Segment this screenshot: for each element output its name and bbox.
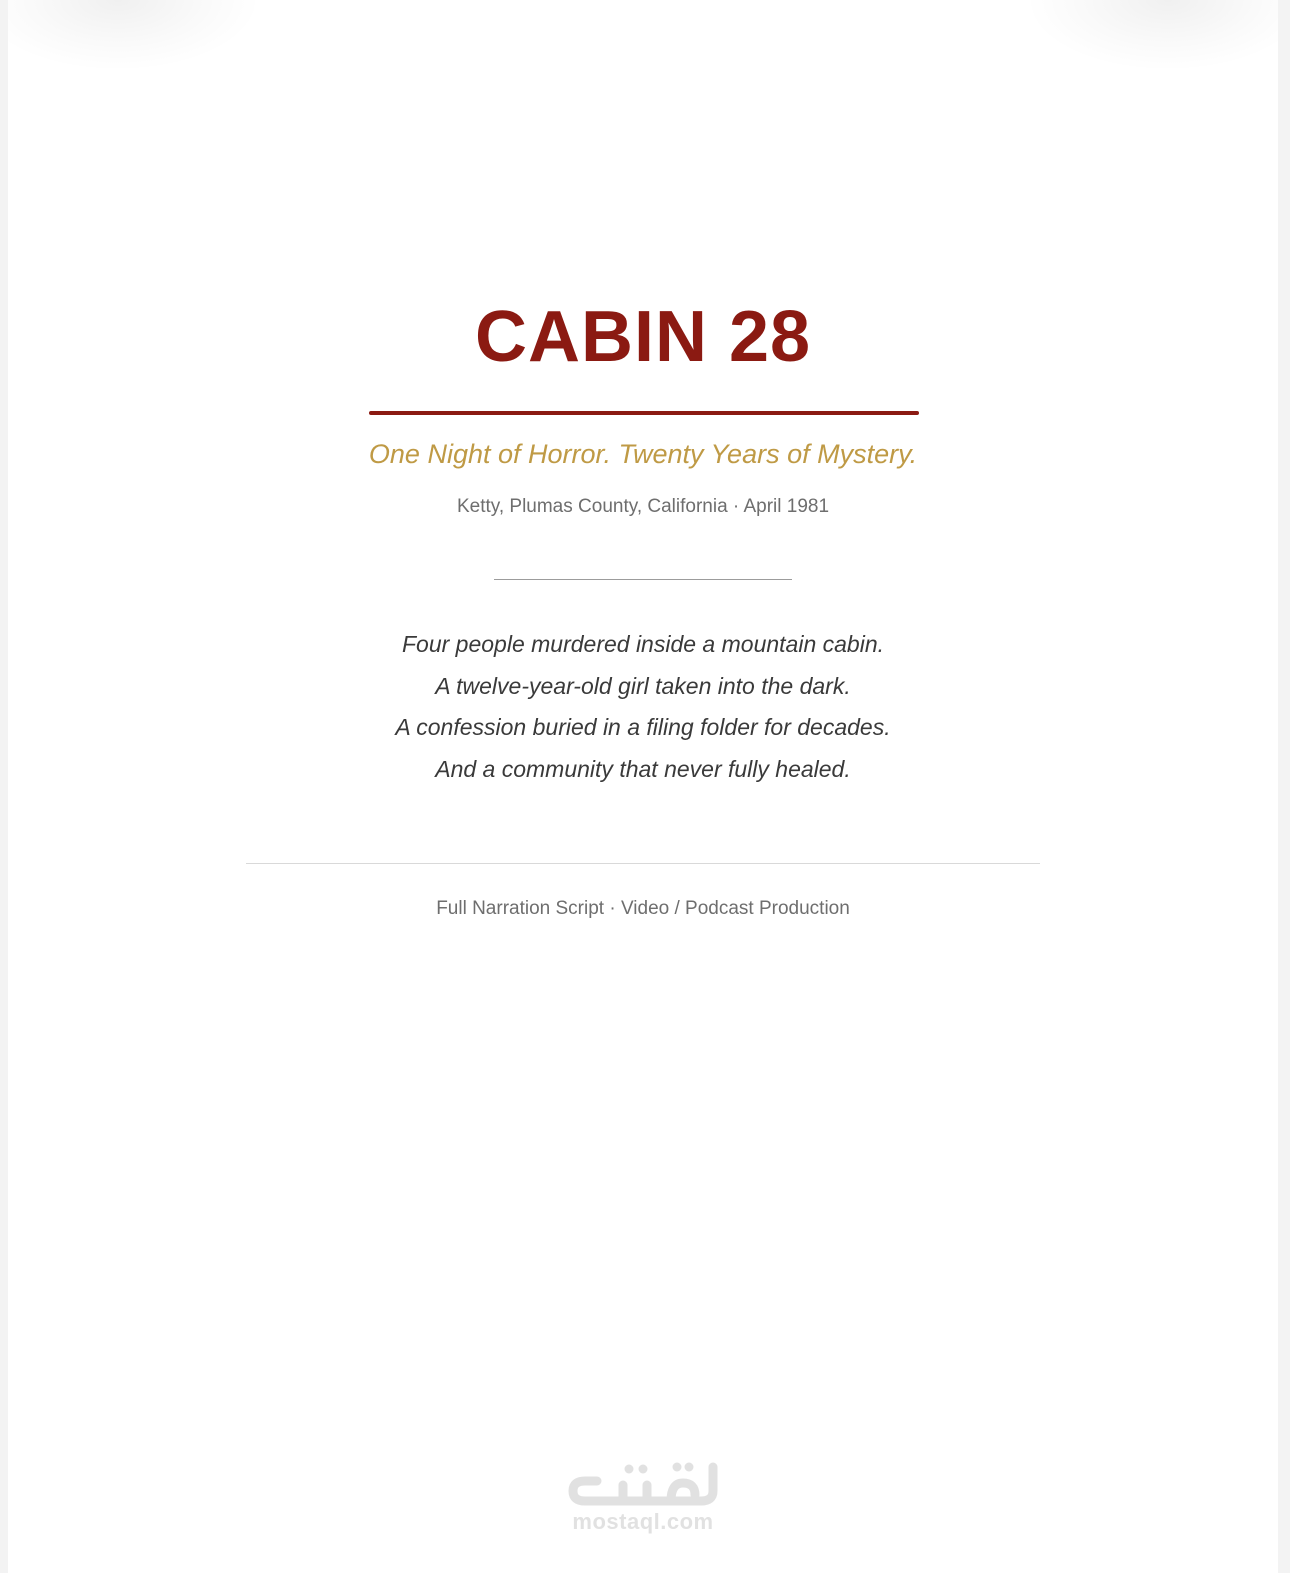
watermark-site: mostaql.com — [572, 1509, 714, 1534]
page-corner-shadow-left — [8, 0, 258, 70]
document-page — [8, 0, 1278, 1573]
tagline: One Night of Horror. Twenty Years of Mystery. — [368, 439, 918, 469]
section-divider — [494, 579, 792, 580]
intro-line: A confession buried in a filing folder for decades. — [395, 714, 891, 740]
mostaql-logo-icon — [563, 1455, 723, 1511]
intro-line: And a community that never fully healed. — [435, 755, 851, 782]
footer-divider — [246, 863, 1040, 864]
production-note: Full Narration Script · Video / Podcast Production — [436, 898, 850, 919]
location-date: Ketty, Plumas County, California · April 1981 — [456, 496, 830, 517]
intro-lines — [8, 624, 1278, 790]
watermark — [548, 1455, 738, 1545]
page-title: CABIN 28 — [474, 297, 812, 377]
intro-line: Four people murdered inside a mountain cabin. — [401, 631, 884, 657]
page-corner-shadow-right — [1028, 0, 1278, 70]
title-underline — [369, 411, 919, 415]
intro-line: A twelve-year-old girl taken into the dark. — [435, 672, 851, 699]
